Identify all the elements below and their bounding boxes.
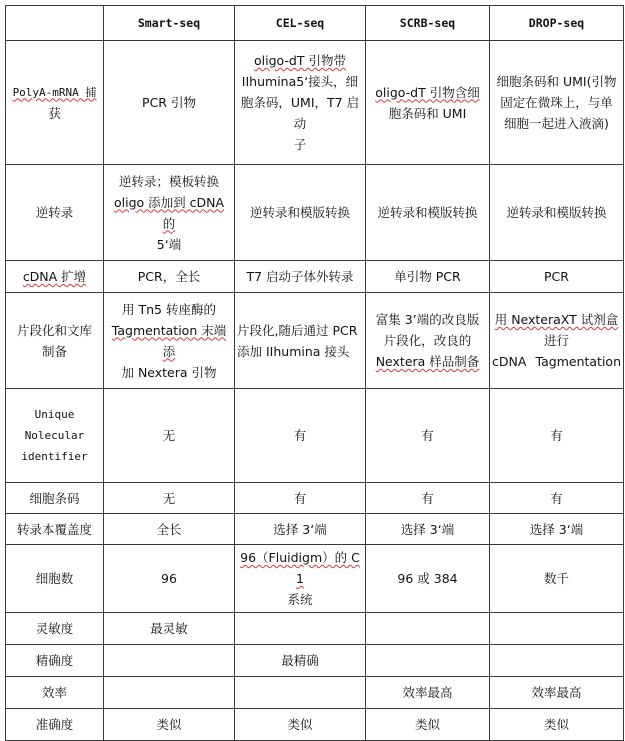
cell-line: 效率最高: [402, 685, 453, 700]
cell-scrb-seq: [366, 677, 490, 709]
cell-line: 最灵敏: [150, 621, 188, 636]
cell-line: cDNA Tagmentation: [492, 354, 621, 369]
cell-line: 选择 3‘端: [273, 521, 327, 537]
row-label-polya-capture: [6, 41, 104, 165]
table-row-cdna-amplification: [6, 261, 624, 293]
cell-scrb-seq: [366, 41, 490, 165]
row-label-line: 效率: [41, 685, 67, 700]
cell-line: PCR，全长: [137, 269, 201, 284]
header-cell-corner: [6, 6, 104, 41]
row-label-efficiency: [6, 677, 104, 709]
table-row-reverse-transcription: [6, 165, 624, 261]
header-cell-cel-seq: CEL-seq: [235, 6, 366, 41]
cell-cel-seq: [235, 514, 366, 545]
cell-line: 96 或 384: [397, 571, 458, 586]
cell-smart-seq: [104, 165, 235, 261]
cell-drop-seq: [490, 483, 624, 514]
cell-smart-seq: [104, 677, 235, 709]
cell-smart-seq: [104, 41, 235, 165]
table-row-fragmentation-library: [6, 293, 624, 389]
row-label-accuracy: [6, 709, 104, 741]
header-cell-scrb-seq: SCRB-seq: [366, 6, 490, 41]
cell-line: 无: [162, 428, 176, 443]
cell-line: oligo-dT 引物含细: [375, 84, 480, 100]
cell-line: 加 Nextera 引物: [121, 364, 217, 380]
cell-smart-seq: [104, 483, 235, 514]
cell-line: 有: [421, 490, 434, 506]
row-label-reverse-transcription: [6, 165, 104, 261]
cell-line: IIhumina5‘接头，细: [241, 74, 359, 89]
cell-line: 效率最高: [531, 685, 582, 700]
cell-line: 胞条码，UMI，T7 启动: [240, 95, 360, 131]
row-label-line: 制备: [41, 343, 67, 359]
cell-line: 片段化，改良的: [383, 333, 472, 348]
cell-line: oligo-dT 引物带: [254, 53, 346, 68]
cell-smart-seq: [104, 389, 235, 483]
row-label-cell-barcode: [6, 483, 104, 514]
cell-scrb-seq: [366, 261, 490, 293]
cell-smart-seq: [104, 709, 235, 741]
cell-smart-seq: [104, 293, 235, 389]
comparison-table: [5, 5, 624, 741]
cell-line: 类似: [543, 717, 569, 732]
table-row-efficiency: [6, 677, 624, 709]
row-label-line: 细胞数: [35, 571, 74, 586]
row-label-line: 精确度: [35, 653, 74, 668]
cell-drop-seq: [490, 165, 624, 261]
cell-drop-seq: [490, 677, 624, 709]
table-row-transcript-coverage: [6, 514, 624, 545]
cell-drop-seq: [490, 545, 624, 613]
cell-line: 片段化,随后通过 PCR: [237, 322, 358, 338]
row-label-line: 准确度: [35, 717, 74, 732]
cell-line: 逆转录；模板转换: [118, 173, 219, 189]
cell-line: 96: [161, 571, 177, 586]
table-row-cell-barcode: [6, 483, 624, 514]
row-label-umi: [6, 389, 104, 483]
row-label-sensitivity: [6, 613, 104, 645]
cell-cel-seq: [235, 261, 366, 293]
cell-line: 胞条码和 UMI: [388, 105, 467, 121]
cell-scrb-seq: [366, 613, 490, 645]
row-label-transcript-coverage: [6, 514, 104, 545]
row-label-precision: [6, 645, 104, 677]
cell-line: 细胞一起进入液滴): [504, 116, 609, 131]
table-row-umi: [6, 389, 624, 483]
cell-scrb-seq: [366, 709, 490, 741]
cell-smart-seq: [104, 545, 235, 613]
cell-cel-seq: [235, 709, 366, 741]
cell-drop-seq: [490, 645, 624, 677]
cell-line: 用 NexteraXT 试剂盒: [494, 312, 619, 327]
cell-line: 细胞条码和 UMI(引物: [496, 74, 617, 89]
cell-scrb-seq: [366, 483, 490, 514]
row-label-line: 逆转录: [35, 205, 74, 220]
cell-line: 有: [421, 428, 434, 443]
cell-smart-seq: [104, 613, 235, 645]
cell-line: 逆转录和模版转换: [377, 205, 478, 220]
row-label-line: 片段化和文库: [16, 322, 92, 338]
row-label-line: identifier: [21, 450, 88, 463]
cell-line: 类似: [287, 717, 313, 732]
cell-line: 选择 3‘端: [529, 521, 584, 537]
cell-cel-seq: [235, 545, 366, 613]
row-label-line: 灵敏度: [35, 621, 74, 636]
cell-line: Tagmentation 末端添: [111, 322, 227, 359]
cell-smart-seq: [104, 514, 235, 545]
cell-line: T7 启动子体外转录: [246, 269, 354, 284]
row-label-line: Nolecular: [24, 429, 85, 442]
row-label-fragmentation-library: [6, 293, 104, 389]
header-cell-drop-seq: DROP-seq: [490, 6, 624, 41]
cell-smart-seq: [104, 261, 235, 293]
cell-line: 子: [293, 137, 307, 152]
table-row-sensitivity: [6, 613, 624, 645]
row-label-cell-count: [6, 545, 104, 613]
cell-line: 有: [293, 490, 307, 506]
header-row: [6, 6, 624, 41]
cell-line: 选择 3‘端: [400, 521, 455, 537]
cell-drop-seq: [490, 293, 624, 389]
cell-line: 有: [293, 428, 307, 443]
row-label-line: Unique: [34, 408, 75, 421]
cell-line: 逆转录和模版转换: [506, 205, 607, 220]
cell-line: 富集 3’端的改良版: [375, 312, 480, 327]
cell-line: 系统: [287, 592, 313, 607]
header-cell-smart-seq: Smart-seq: [104, 6, 235, 41]
cell-line: 进行: [543, 333, 569, 348]
cell-drop-seq: [490, 261, 624, 293]
cell-cel-seq: [235, 483, 366, 514]
cell-line: 数千: [543, 571, 569, 586]
cell-line: 逆转录和模版转换: [249, 205, 350, 220]
cell-scrb-seq: [366, 293, 490, 389]
cell-line: 全长: [156, 521, 182, 537]
cell-scrb-seq: [366, 389, 490, 483]
cell-cel-seq: [235, 389, 366, 483]
cell-scrb-seq: [366, 165, 490, 261]
cell-cel-seq: [235, 613, 366, 645]
table-row-precision: [6, 645, 624, 677]
cell-cel-seq: [235, 293, 366, 389]
cell-drop-seq: [490, 514, 624, 545]
table-row-polya-capture: [6, 41, 624, 165]
cell-drop-seq: [490, 613, 624, 645]
cell-scrb-seq: [366, 514, 490, 545]
cell-scrb-seq: [366, 545, 490, 613]
cell-cel-seq: [235, 677, 366, 709]
row-label-line: 获: [48, 105, 61, 121]
cell-line: 5‘端: [156, 236, 182, 252]
cell-line: PCR 引物: [142, 95, 196, 110]
cell-line: 固定在微珠上，与单: [500, 95, 613, 110]
cell-line: 96（Fluidigm）的 C1: [240, 550, 360, 586]
cell-scrb-seq: [366, 645, 490, 677]
cell-drop-seq: [490, 709, 624, 741]
cell-smart-seq: [104, 645, 235, 677]
row-label-line: cDNA 扩增: [22, 269, 87, 284]
cell-line: 单引物 PCR: [394, 269, 461, 284]
table-row-accuracy: [6, 709, 624, 741]
cell-line: Nextera 样品制备: [375, 354, 480, 369]
row-label-line: PolyA-mRNA 捕: [12, 85, 97, 99]
cell-line: 类似: [156, 717, 182, 732]
cell-drop-seq: [490, 41, 624, 165]
cell-line: 有: [550, 428, 563, 443]
cell-cel-seq: [235, 645, 366, 677]
table-row-cell-count: [6, 545, 624, 613]
row-label-cdna-amplification: [6, 261, 104, 293]
cell-line: 无: [162, 490, 176, 506]
cell-line: 有: [550, 490, 563, 506]
cell-drop-seq: [490, 389, 624, 483]
row-label-line: 转录本覆盖度: [16, 521, 92, 537]
row-label-line: 细胞条码: [29, 490, 80, 506]
cell-line: 用 Tn5 转座酶的: [122, 301, 216, 317]
cell-cel-seq: [235, 41, 366, 165]
cell-line: oligo 添加到 cDNA 的: [113, 194, 225, 231]
cell-line: PCR: [544, 269, 569, 284]
cell-line: 添加 IIhumina 接头: [237, 343, 350, 359]
cell-cel-seq: [235, 165, 366, 261]
cell-line: 最精确: [281, 653, 319, 668]
cell-line: 类似: [414, 717, 440, 732]
